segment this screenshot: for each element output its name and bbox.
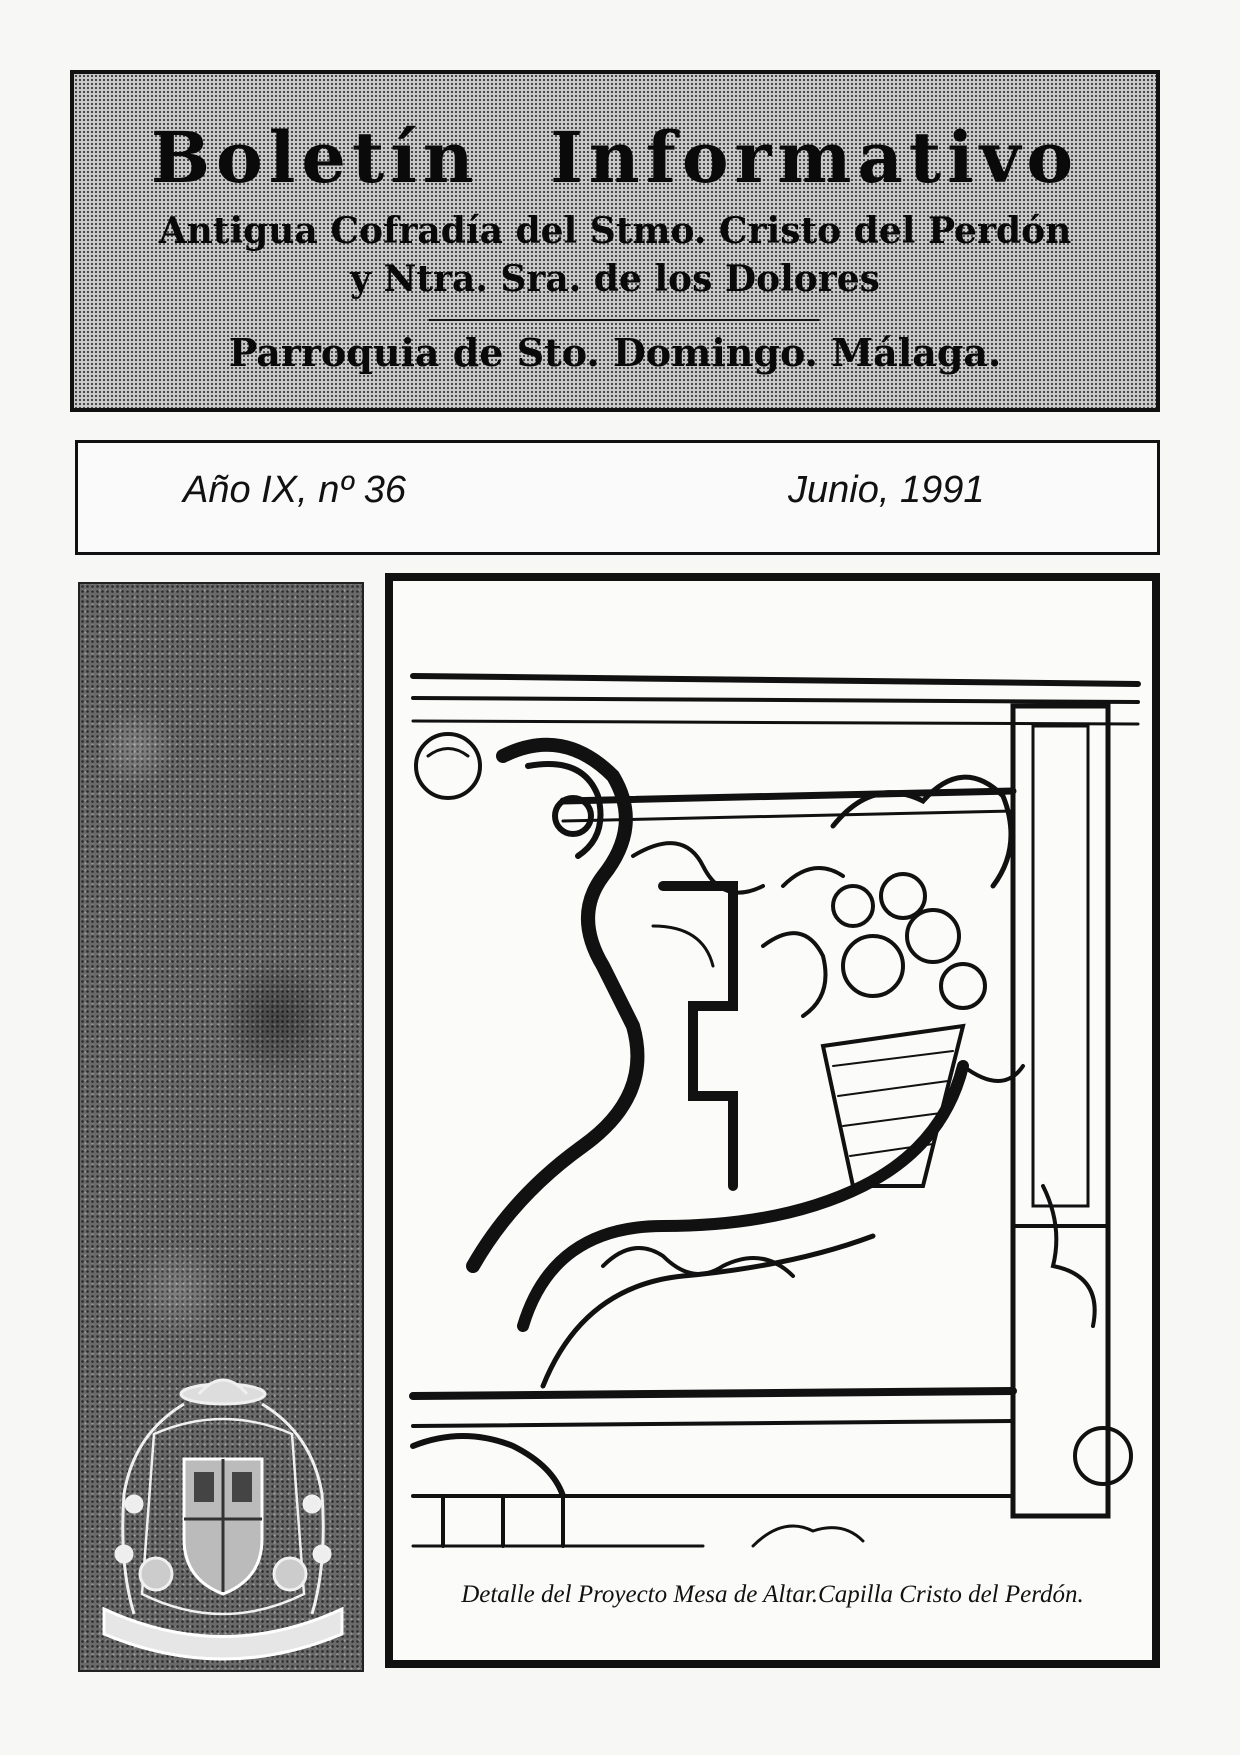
parish-name: Parroquia de Sto. Domingo. Málaga. xyxy=(228,330,1002,375)
decorative-side-panel xyxy=(78,582,364,1672)
altar-drawing-icon xyxy=(403,626,1143,1566)
illustration-frame xyxy=(385,573,1160,1668)
brotherhood-name-line1: Antigua Cofradía del Stmo. Cristo del Perdón xyxy=(158,210,1072,252)
issue-date: Junio, 1991 xyxy=(788,469,985,511)
masthead xyxy=(70,70,1160,412)
masthead-divider xyxy=(429,319,819,321)
issue-number: Año IX, nº 36 xyxy=(183,469,407,511)
bulletin-title: Boletín Informativo xyxy=(150,116,1080,199)
coat-of-arms-icon xyxy=(94,1364,352,1664)
issue-bar xyxy=(75,440,1160,555)
figure-caption: Detalle del Proyecto Mesa de Altar.Capilla Cristo del Perdón. xyxy=(461,1581,1084,1608)
brotherhood-name-line2: y Ntra. Sra. de los Dolores xyxy=(350,258,880,300)
